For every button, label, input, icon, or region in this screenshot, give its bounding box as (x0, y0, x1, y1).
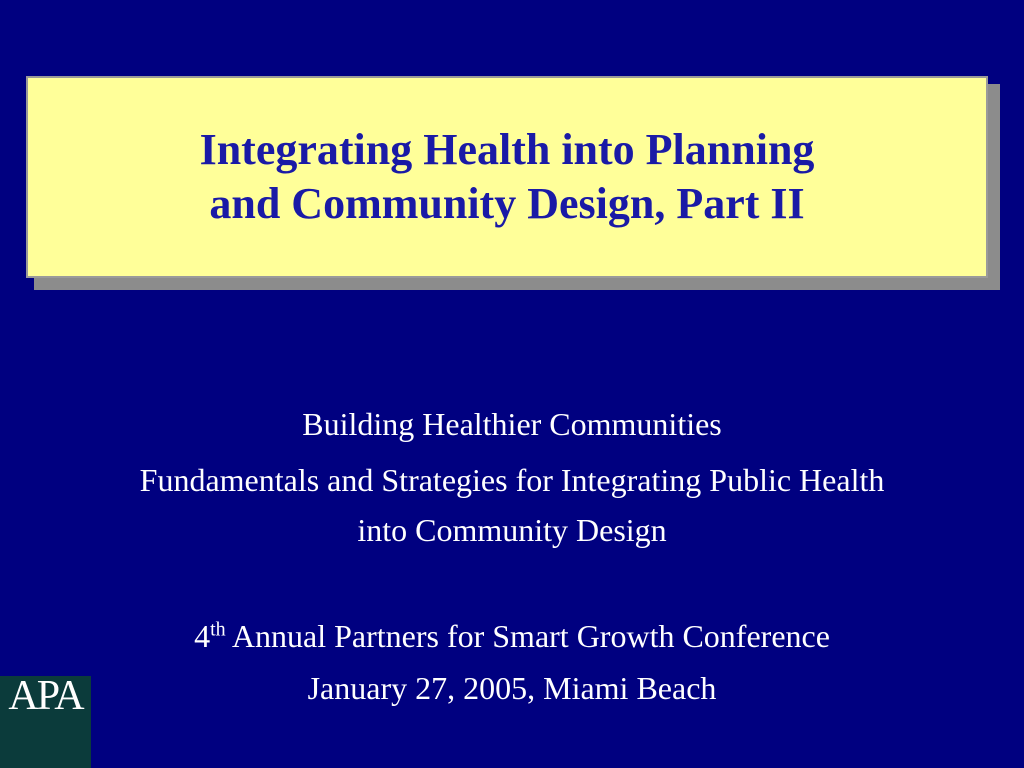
title-box (26, 76, 988, 278)
slide-title-line-1: Integrating Health into Planning (199, 125, 815, 174)
apa-logo (0, 673, 91, 768)
conference-ordinal-suffix: th (210, 618, 226, 641)
conference-ordinal-number: 4 (194, 618, 211, 654)
subtitle-building-healthier-communities: Building Healthier Communities (302, 406, 722, 442)
apa-logo-text: APA (8, 673, 83, 719)
slide-title-line-2: and Community Design, Part II (209, 179, 805, 228)
subtitle-fundamentals-line-2: into Community Design (357, 512, 667, 548)
date-location-line: January 27, 2005, Miami Beach (307, 670, 717, 706)
conference-name: Annual Partners for Smart Growth Conference (225, 618, 830, 654)
subtitle-fundamentals-line-1: Fundamentals and Strategies for Integrating Public Health (139, 462, 885, 498)
conference-line (20, 614, 1004, 658)
